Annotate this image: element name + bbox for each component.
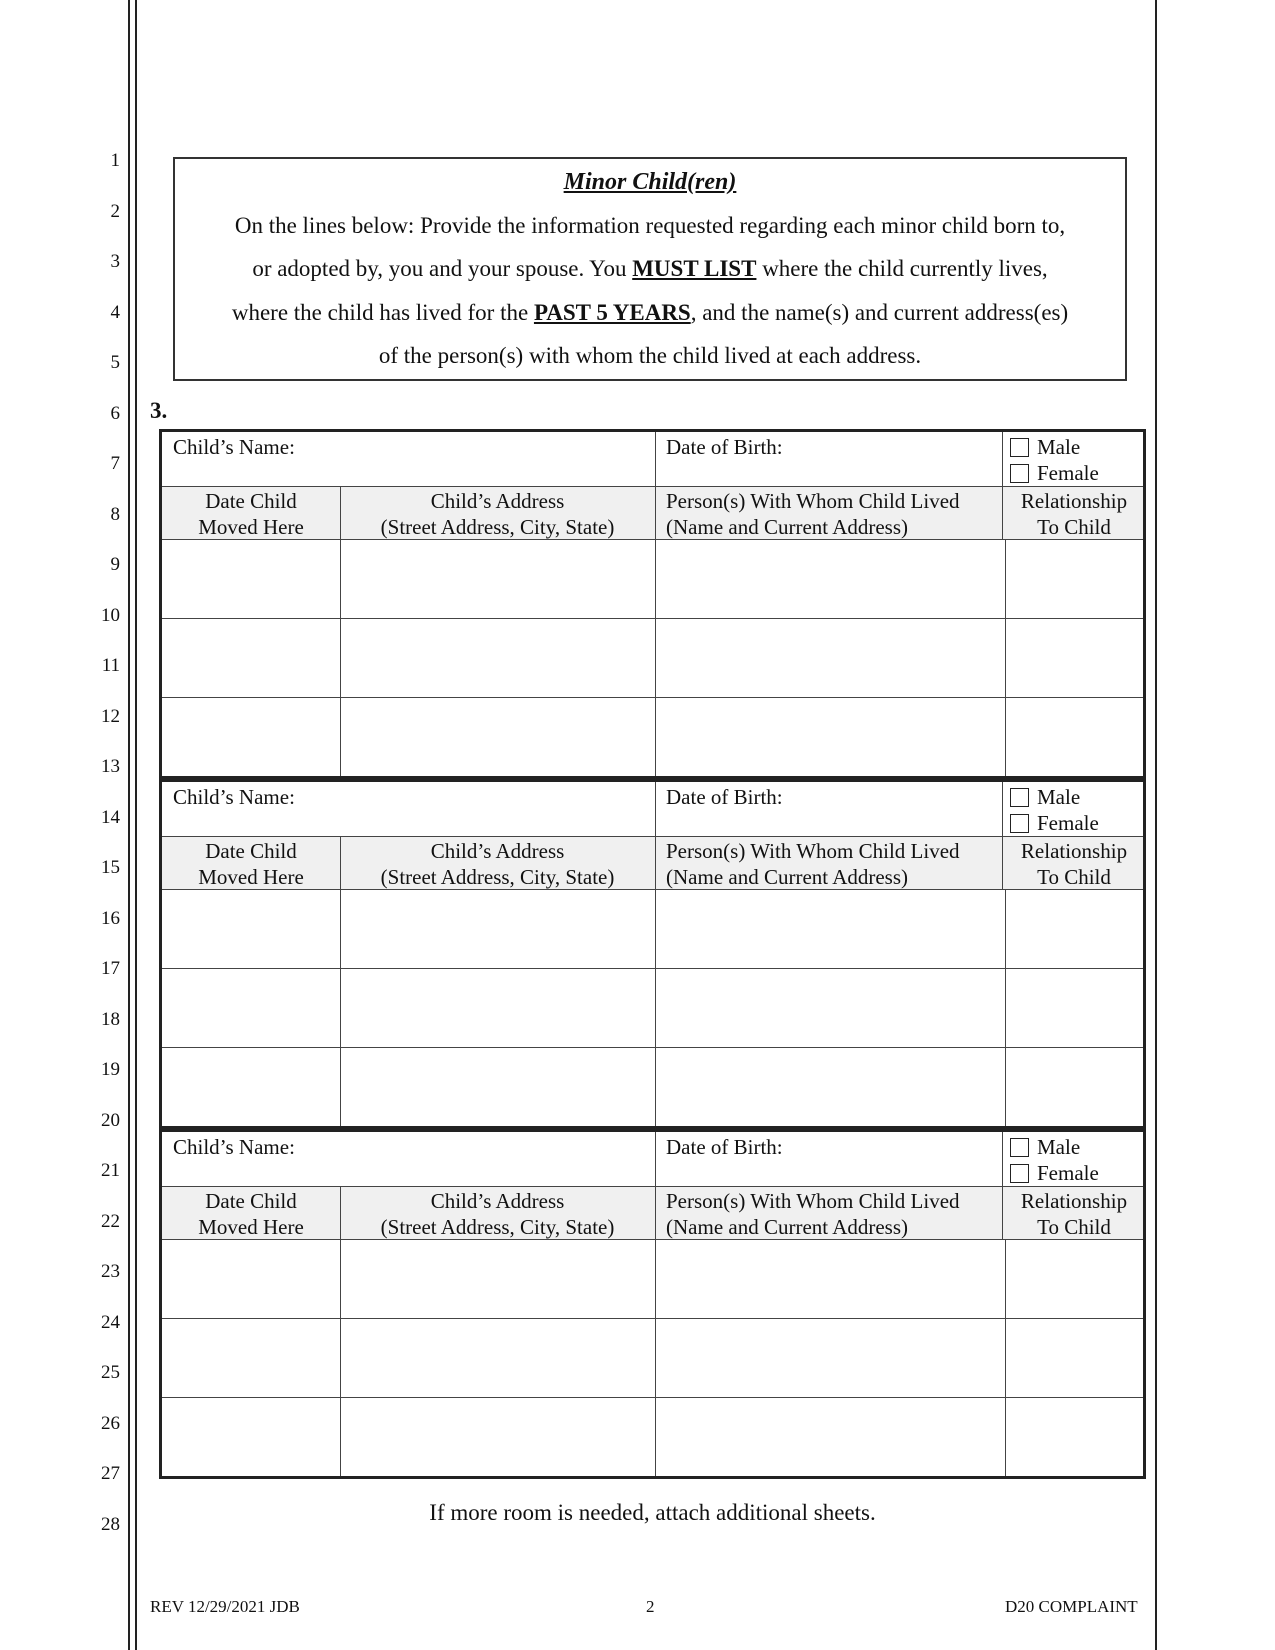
address-cell[interactable] (341, 698, 654, 776)
header-line-2: To Child (1037, 1215, 1111, 1239)
right-margin-line (1155, 0, 1157, 1650)
relationship-cell[interactable] (1006, 890, 1142, 968)
line-number: 17 (101, 958, 120, 979)
relationship-cell[interactable] (1006, 540, 1142, 618)
header-line-2: (Street Address, City, State) (380, 515, 615, 539)
female-checkbox[interactable] (1010, 464, 1029, 483)
line-number: 22 (101, 1211, 120, 1232)
line-number: 13 (101, 756, 120, 777)
relationship-cell[interactable] (1006, 1240, 1142, 1318)
header-line-2: Moved Here (198, 865, 304, 889)
person-lived-with-cell[interactable] (656, 1048, 1004, 1126)
line-number: 28 (101, 1514, 120, 1535)
instructions-line-2 (175, 256, 1125, 282)
relationship-cell[interactable] (1006, 1319, 1142, 1397)
line-number: 7 (110, 453, 120, 474)
relationship-cell[interactable] (1006, 969, 1142, 1047)
date-of-birth-label: Date of Birth: (666, 785, 783, 809)
line-number: 16 (101, 908, 120, 929)
person-lived-with-cell[interactable] (656, 619, 1004, 697)
male-label: Male (1037, 785, 1081, 809)
header-line-1: Relationship (1020, 1189, 1128, 1213)
header-line-1: Child’s Address (430, 839, 565, 863)
line-number: 14 (101, 807, 120, 828)
female-option[interactable] (1010, 810, 1099, 836)
male-label: Male (1037, 1135, 1081, 1159)
row-divider (162, 1186, 1143, 1187)
date-of-birth-label: Date of Birth: (666, 1135, 783, 1159)
date-moved-cell[interactable] (163, 1048, 339, 1126)
instructions-line-3-post: , and the name(s) and current address(es) (690, 300, 1069, 325)
address-cell[interactable] (341, 540, 654, 618)
date-moved-header (162, 1188, 340, 1240)
header-line-1: Date Child (205, 1189, 297, 1213)
instructions-line-3 (175, 300, 1125, 326)
date-moved-cell[interactable] (163, 698, 339, 776)
column-divider (1002, 1132, 1003, 1239)
instructions-line-4: of the person(s) with whom the child lived at each address. (378, 343, 922, 368)
left-margin-line-inner (135, 0, 137, 1650)
female-label: Female (1037, 1161, 1099, 1185)
childs-name-field[interactable] (173, 1160, 643, 1184)
child-table (159, 429, 1146, 779)
line-number: 24 (101, 1312, 120, 1333)
line-number: 21 (101, 1160, 120, 1181)
header-line-2: (Street Address, City, State) (380, 865, 615, 889)
address-cell[interactable] (341, 1319, 654, 1397)
line-number: 5 (110, 352, 120, 373)
section-number: 3. (150, 398, 168, 423)
date-moved-cell[interactable] (163, 619, 339, 697)
date-moved-cell[interactable] (163, 969, 339, 1047)
address-cell[interactable] (341, 890, 654, 968)
date-of-birth-label: Date of Birth: (666, 435, 783, 459)
header-line-1: Child’s Address (430, 1189, 565, 1213)
male-checkbox[interactable] (1010, 438, 1029, 457)
childs-name-label: Child’s Name: (173, 1135, 295, 1159)
person-lived-with-cell[interactable] (656, 698, 1004, 776)
date-moved-cell[interactable] (163, 1398, 339, 1476)
header-line-2: (Name and Current Address) (666, 515, 909, 539)
date-of-birth-field[interactable] (666, 1160, 986, 1184)
header-line-2: (Street Address, City, State) (380, 1215, 615, 1239)
relationship-header (1005, 1188, 1143, 1240)
male-checkbox[interactable] (1010, 788, 1029, 807)
line-number: 23 (101, 1261, 120, 1282)
instructions-line-2-pre: or adopted by, you and your spouse. You (252, 256, 633, 281)
header-line-2: To Child (1037, 865, 1111, 889)
header-line-1: Relationship (1020, 489, 1128, 513)
person-lived-with-cell[interactable] (656, 540, 1004, 618)
column-divider (1002, 782, 1003, 889)
instructions-line-3-pre: where the child has lived for the (231, 300, 534, 325)
instructions-line-1: On the lines below: Provide the information requested regarding each minor child born to, (234, 213, 1066, 238)
line-number: 3 (110, 251, 120, 272)
male-label: Male (1037, 435, 1081, 459)
person-lived-with-cell[interactable] (656, 1319, 1004, 1397)
male-option[interactable] (1010, 1134, 1080, 1160)
footer-page-number: 2 (646, 1597, 655, 1616)
child-address-header (340, 838, 655, 890)
person-lived-with-header (666, 488, 960, 540)
address-cell[interactable] (341, 1048, 654, 1126)
line-number: 8 (110, 504, 120, 525)
past-5-years-emphasis: PAST 5 YEARS (533, 300, 691, 325)
relationship-cell[interactable] (1006, 1398, 1142, 1476)
child-table (159, 1129, 1146, 1479)
line-number: 9 (110, 554, 120, 575)
header-line-1: Date Child (205, 839, 297, 863)
date-moved-cell[interactable] (163, 1319, 339, 1397)
line-number: 4 (110, 302, 120, 323)
line-number: 19 (101, 1059, 120, 1080)
person-lived-with-cell[interactable] (656, 1240, 1004, 1318)
relationship-cell[interactable] (1006, 1048, 1142, 1126)
line-number: 11 (101, 655, 120, 676)
line-number: 18 (101, 1009, 120, 1030)
person-lived-with-cell[interactable] (656, 1398, 1004, 1476)
childs-name-label: Child’s Name: (173, 785, 295, 809)
child-address-header (340, 1188, 655, 1240)
male-option[interactable] (1010, 784, 1080, 810)
line-number: 2 (110, 201, 120, 222)
footer-form-name: D20 COMPLAINT (1005, 1597, 1138, 1616)
relationship-cell[interactable] (1006, 698, 1142, 776)
child-table (159, 779, 1146, 1129)
instructions-line-2-post: where the child currently lives, (756, 256, 1048, 281)
person-lived-with-header (666, 1188, 960, 1240)
line-number: 20 (101, 1110, 120, 1131)
instructions-box (173, 157, 1127, 381)
additional-sheets-note: If more room is needed, attach additional sheets. (429, 1500, 876, 1525)
line-number: 25 (101, 1362, 120, 1383)
header-line-1: Person(s) With Whom Child Lived (666, 489, 960, 513)
header-line-1: Date Child (205, 489, 297, 513)
column-divider (1002, 432, 1003, 539)
male-option[interactable] (1010, 434, 1080, 460)
line-number: 1 (110, 150, 120, 171)
row-divider (162, 486, 1143, 487)
date-moved-cell[interactable] (163, 890, 339, 968)
header-line-2: Moved Here (198, 515, 304, 539)
female-option[interactable] (1010, 460, 1099, 486)
line-number: 12 (101, 706, 120, 727)
date-moved-header (162, 488, 340, 540)
header-line-1: Relationship (1020, 839, 1128, 863)
female-label: Female (1037, 811, 1099, 835)
header-line-1: Person(s) With Whom Child Lived (666, 1189, 960, 1213)
header-line-2: (Name and Current Address) (666, 865, 909, 889)
must-list-emphasis: MUST LIST (632, 256, 757, 281)
line-number: 27 (101, 1463, 120, 1484)
left-margin-line-outer (128, 0, 130, 1650)
female-checkbox[interactable] (1010, 1164, 1029, 1183)
person-lived-with-header (666, 838, 960, 890)
male-checkbox[interactable] (1010, 1138, 1029, 1157)
header-line-1: Child’s Address (430, 489, 565, 513)
line-number: 10 (101, 605, 120, 626)
date-moved-header (162, 838, 340, 890)
child-address-header (340, 488, 655, 540)
instructions-title: Minor Child(ren) (563, 169, 737, 195)
line-number: 6 (110, 403, 120, 424)
header-line-2: (Name and Current Address) (666, 1215, 909, 1239)
female-option[interactable] (1010, 1160, 1099, 1186)
header-line-2: To Child (1037, 515, 1111, 539)
relationship-cell[interactable] (1006, 619, 1142, 697)
date-moved-cell[interactable] (163, 1240, 339, 1318)
date-moved-cell[interactable] (163, 540, 339, 618)
childs-name-field[interactable] (173, 460, 643, 484)
female-checkbox[interactable] (1010, 814, 1029, 833)
address-cell[interactable] (341, 1398, 654, 1476)
date-of-birth-field[interactable] (666, 460, 986, 484)
address-cell[interactable] (341, 1240, 654, 1318)
person-lived-with-cell[interactable] (656, 969, 1004, 1047)
date-of-birth-field[interactable] (666, 810, 986, 834)
line-number: 26 (101, 1413, 120, 1434)
header-line-1: Person(s) With Whom Child Lived (666, 839, 960, 863)
childs-name-label: Child’s Name: (173, 435, 295, 459)
row-divider (162, 836, 1143, 837)
childs-name-field[interactable] (173, 810, 643, 834)
address-cell[interactable] (341, 619, 654, 697)
relationship-header (1005, 488, 1143, 540)
address-cell[interactable] (341, 969, 654, 1047)
line-number: 15 (101, 857, 120, 878)
person-lived-with-cell[interactable] (656, 890, 1004, 968)
female-label: Female (1037, 461, 1099, 485)
header-line-2: Moved Here (198, 1215, 304, 1239)
footer-revision: REV 12/29/2021 JDB (150, 1597, 300, 1616)
relationship-header (1005, 838, 1143, 890)
